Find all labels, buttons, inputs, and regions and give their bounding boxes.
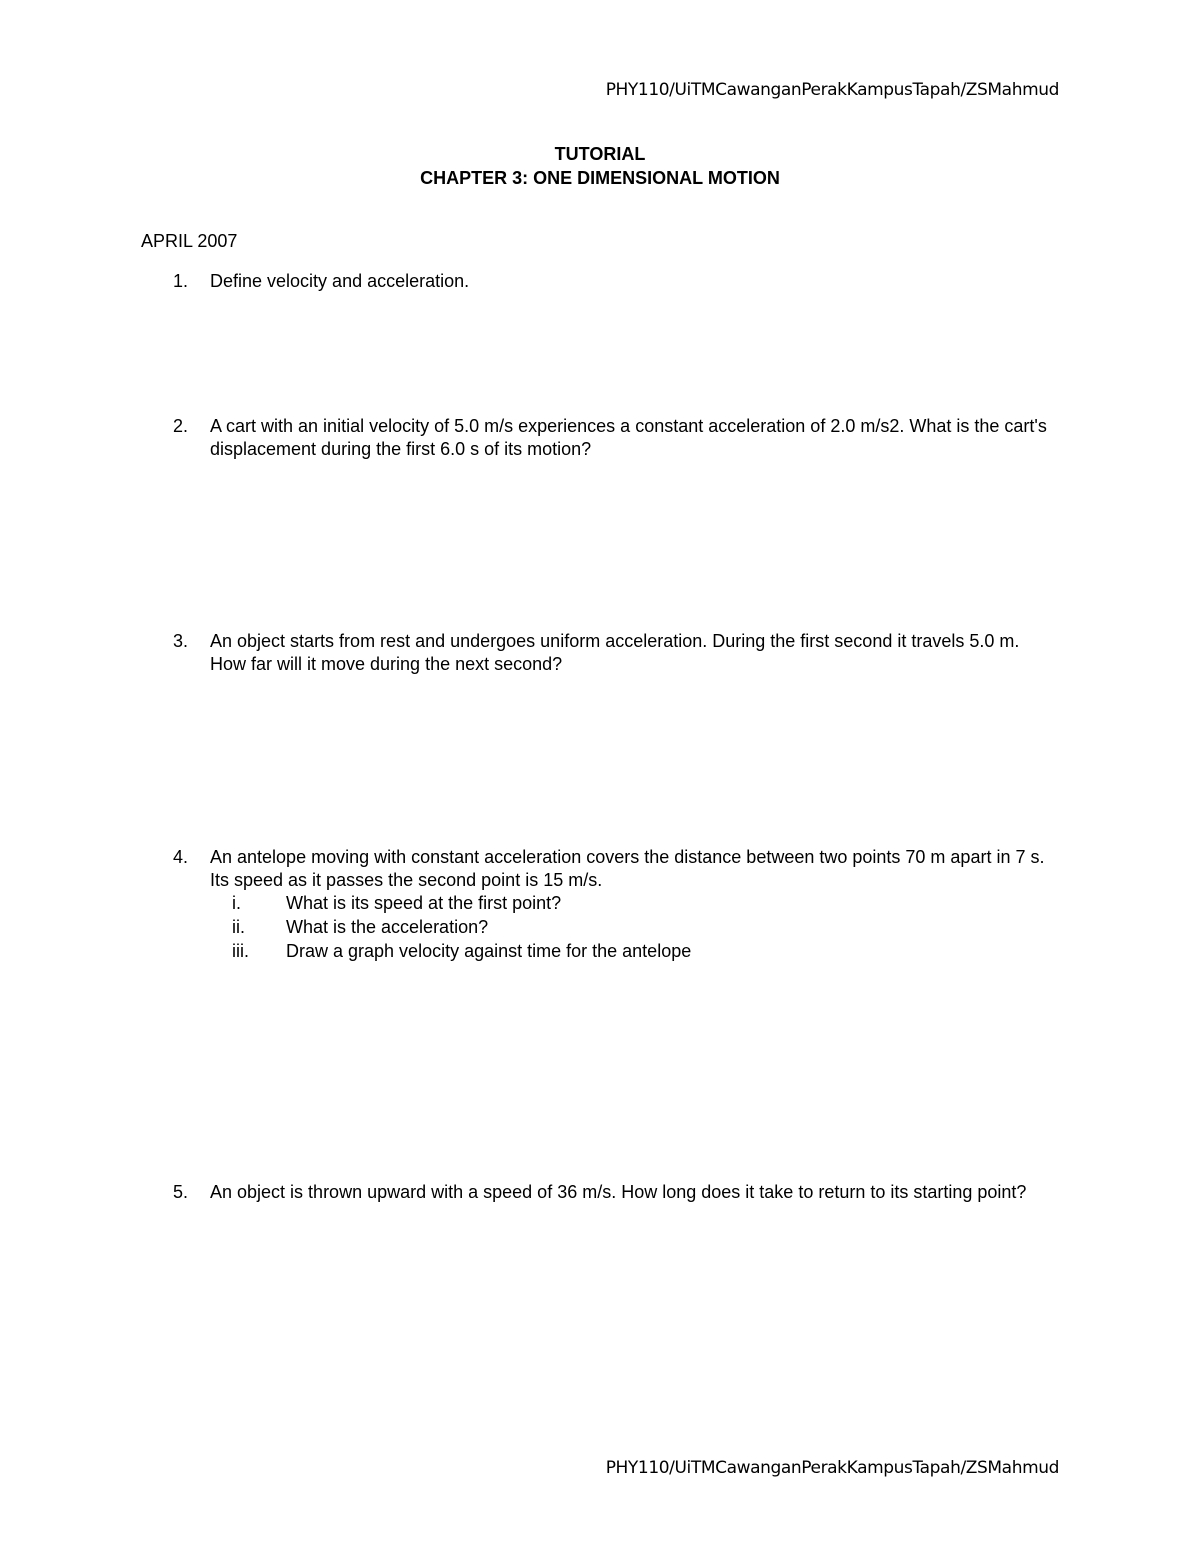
question-number: 2. <box>173 416 189 436</box>
sub-question <box>173 940 1053 964</box>
question-number: 5. <box>173 1182 189 1202</box>
sub-question-number: i. <box>232 893 241 913</box>
sub-question-number: ii. <box>232 917 245 937</box>
question-number: 4. <box>173 847 189 867</box>
page-header: PHY110/UiTMCawanganPerakKampusTapah/ZSMahmud <box>605 80 1059 100</box>
title-block <box>0 142 1200 190</box>
sub-question-number: iii. <box>232 941 249 961</box>
question-text: An object is thrown upward with a speed of 36 m/s. How long does it take to return to its starting point? <box>210 1182 1027 1202</box>
question-text: A cart with an initial velocity of 5.0 m/s experiences a constant acceleration of 2.0 m/s2. What is the cart's displacement during the first 6.0 s of its motion? <box>210 416 1047 459</box>
sub-question <box>173 916 1053 940</box>
sub-question <box>173 892 1053 916</box>
exam-session: APRIL 2007 <box>141 231 238 251</box>
question-number: 1. <box>173 271 189 291</box>
question-number: 3. <box>173 631 189 651</box>
sub-question-text: What is the acceleration? <box>286 917 489 937</box>
question-text: An object starts from rest and undergoes uniform acceleration. During the first second it travels 5.0 m. How far will it move during the next second? <box>210 631 1020 674</box>
sub-question-text: What is its speed at the first point? <box>286 893 562 913</box>
sub-question-list <box>173 892 1053 964</box>
question-1 <box>173 270 1053 293</box>
chapter-title: CHAPTER 3: ONE DIMENSIONAL MOTION <box>420 168 780 188</box>
page-footer: PHY110/UiTMCawanganPerakKampusTapah/ZSMahmud <box>605 1458 1059 1478</box>
document-title: TUTORIAL <box>554 144 646 164</box>
question-text: Define velocity and acceleration. <box>210 271 470 291</box>
question-text: An antelope moving with constant acceleration covers the distance between two points 70 m apart in 7 s. Its speed as it passes the second point is 15 m/s. <box>210 847 1045 890</box>
question-4 <box>173 846 1053 964</box>
sub-question-text: Draw a graph velocity against time for the antelope <box>286 941 692 961</box>
question-3 <box>173 630 1053 676</box>
question-2 <box>173 415 1053 461</box>
question-5 <box>173 1181 1053 1204</box>
